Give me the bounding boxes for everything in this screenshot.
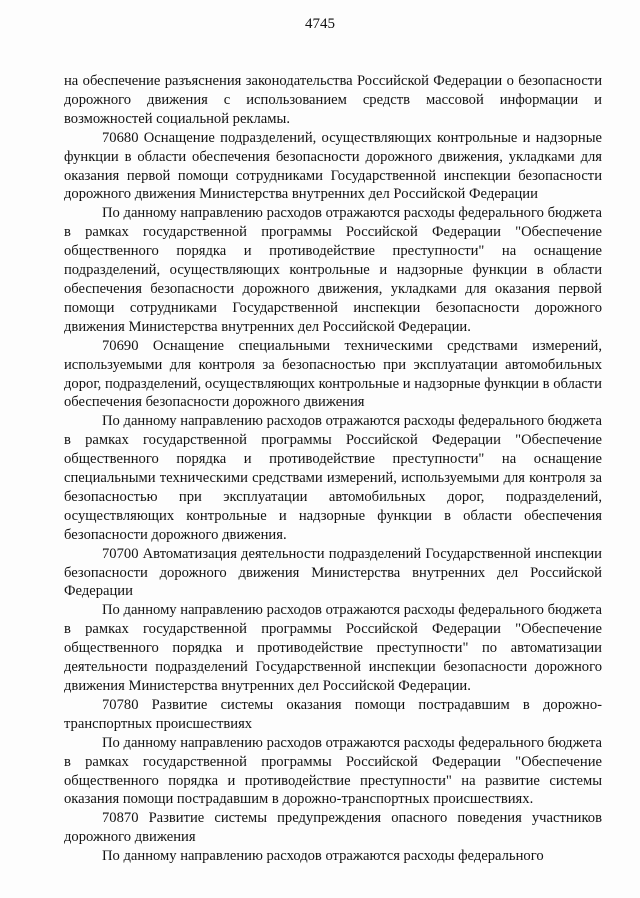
- paragraph-continuation: на обеспечение разъяснения законодательства Российской Федерации о безопасности дорожного движения с использованием средств массовой информации и возможностей социальной рекламы.: [64, 73, 602, 127]
- document-body: [64, 72, 602, 866]
- paragraph-70780-description: По данному направлению расходов отражаются расходы федерального бюджета в рамках государственной программы Российской Федерации "Обеспечение общественного порядка и противодействие преступности" на развитие системы оказания помощи пострадавшим в дорожно-транспортных происшествиях.: [64, 734, 602, 808]
- section-heading-70780: 70780 Развитие системы оказания помощи пострадавшим в дорожно-транспортных происшествиях: [64, 696, 602, 732]
- section-heading-70870: 70870 Развитие системы предупреждения опасного поведения участников дорожного движения: [64, 810, 602, 846]
- section-heading-70690: 70690 Оснащение специальными техническими средствами измерений, используемыми для контроля за безопасностью при эксплуатации автомобильных дорог, подразделений, осуществляющих контрольные и надзорные функции в области обеспечения безопасности дорожного движения: [64, 337, 602, 411]
- section-heading-70700: 70700 Автоматизация деятельности подразделений Государственной инспекции безопасности дорожного движения Министерства внутренних дел Российской Федерации: [64, 545, 602, 600]
- page-number: 4745: [305, 16, 335, 32]
- paragraph-70700-description: По данному направлению расходов отражаются расходы федерального бюджета в рамках государственной программы Российской Федерации "Обеспечение общественного порядка и противодействие преступности" по автоматизации деятельности подразделений Государственной инспекции безопасности дорожного движения Министерства внутренних дел Российской Федерации.: [64, 602, 602, 694]
- paragraph-70870-description: По данному направлению расходов отражаются расходы федерального: [102, 848, 544, 865]
- paragraph-70690-description: По данному направлению расходов отражаются расходы федерального бюджета в рамках государственной программы Российской Федерации "Обеспечение общественного порядка и противодействие преступности" на оснащение специальными техническими средствами измерений, используемыми для контроля за безопасностью при эксплуатации автомобильных дорог, подразделений, осуществляющих контрольные и надзорные функции в области обеспечения безопасности дорожного движения.: [64, 413, 602, 543]
- section-heading-70680: 70680 Оснащение подразделений, осуществляющих контрольные и надзорные функции в области обеспечения безопасности дорожного движения, укладками для оказания первой помощи сотрудниками Государственной инспекции безопасности дорожного движения Министерства внутренних дел Российской Федерации: [64, 129, 602, 203]
- paragraph-70680-description: По данному направлению расходов отражаются расходы федерального бюджета в рамках государственной программы Российской Федерации "Обеспечение общественного порядка и противодействие преступности" на оснащение подразделений, осуществляющих контрольные и надзорные функции в области обеспечения безопасности дорожного движения, укладками для оказания первой помощи сотрудниками Государственной инспекции безопасности дорожного движения Министерства внутренних дел Российской Федерации.: [64, 205, 602, 335]
